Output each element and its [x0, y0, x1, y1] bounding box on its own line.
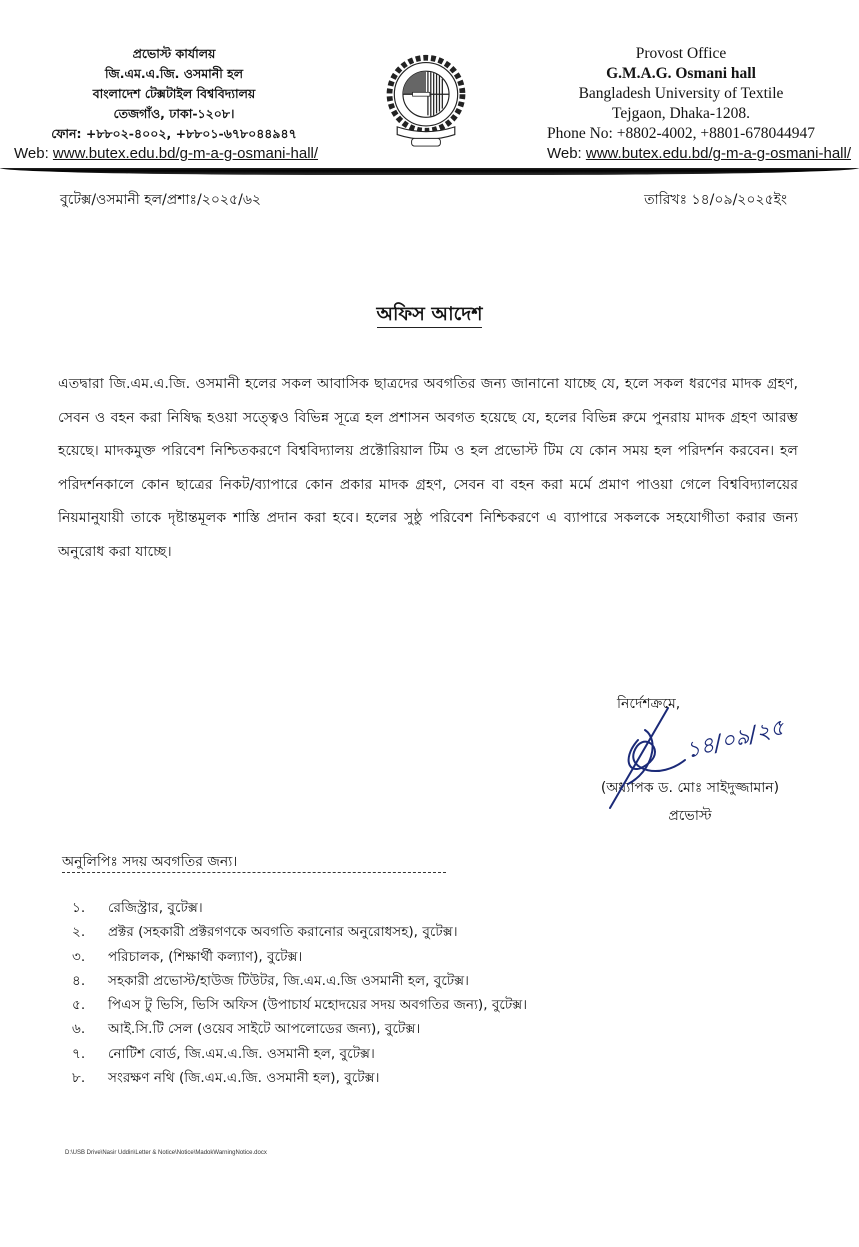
web-link[interactable]: www.butex.edu.bd/g-m-a-g-osmani-hall/	[52, 145, 319, 162]
list-item	[72, 1042, 527, 1066]
item-text: পরিচালক, (শিক্ষার্থী কল্যাণ), বুটেক্স।	[108, 948, 303, 965]
copy-to-list	[72, 896, 527, 1090]
document-title	[0, 300, 859, 332]
item-number: ৬.	[72, 1021, 86, 1038]
list-item	[72, 1017, 527, 1041]
header-english	[511, 44, 851, 164]
list-item	[72, 920, 527, 944]
web-link[interactable]: www.butex.edu.bd/g-m-a-g-osmani-hall/	[585, 145, 851, 162]
list-item	[72, 969, 527, 993]
web-line-bn	[0, 144, 348, 164]
university-name-en: Bangladesh University of Textile	[578, 85, 784, 102]
item-number: ৪.	[72, 972, 86, 989]
web-line-en	[511, 144, 851, 164]
web-label: Web:	[14, 145, 53, 162]
address-bn: তেজগাঁও, ঢাকা-১২০৮।	[113, 106, 235, 121]
item-number: ৫.	[72, 997, 86, 1014]
phone-bn: ফোন: +৮৮০২-৪০০২, +৮৮০১-৬৭৮০৪৪৯৪৭	[51, 126, 297, 141]
item-text: সহকারী প্রভোস্ট/হাউজ টিউটর, জি.এম.এ.জি ওসমানী হল, বুটেক্স।	[108, 972, 470, 989]
signatory-designation: প্রভোস্ট	[668, 808, 712, 824]
item-number: ৮.	[72, 1070, 86, 1087]
web-label: Web:	[546, 145, 586, 162]
list-item	[72, 993, 527, 1017]
item-text: নোটিশ বোর্ড, জি.এম.এ.জি. ওসমানী হল, বুটেক্স।	[108, 1045, 375, 1062]
item-text: রেজিস্ট্রার, বুটেক্স।	[108, 900, 203, 916]
directive-text: নির্দেশক্রমে,	[617, 696, 681, 712]
document-title-text: অফিস আদেশ	[377, 303, 483, 328]
notice-body: এতদ্বারা জি.এম.এ.জি. ওসমানী হলের সকল আবাসিক ছাত্রদের অবগতির জন্য জানানো যাচ্ছে যে, হলে সকল ধরণের মাদক গ্রহণ, সেবন ও বহন করা নিষিদ্ধ হওয়া সত্ত্বেও বিভিন্ন সূত্রে হল প্রশাসন অবগত হয়েছে যে, হলের বিভিন্ন রুমে পুনরায় মাদক গ্রহণ আরম্ভ হয়েছে। মাদকমুক্ত পরিবেশ নিশ্চিতকরণে বিশ্ববিদ্যালয় প্রক্টোরিয়াল টিম ও হল প্রভোস্ট টিম যে কোন সময় হল পরিদর্শন করবেন। হল পরিদর্শনকালে কোন ছাত্রের নিকট/ব্যাপারে কোন প্রকার মাদক গ্রহণ, সেবন বা বহন করা মর্মে প্রমাণ পাওয়া গেলে বিশ্ববিদ্যালয়ের নিয়মানুযায়ী তাকে দৃষ্টান্তমূলক শাস্তি প্রদান করা হবে। হলের সুষ্ঠু পরিবেশ নিশ্চিকরণে এ ব্যাপারে সকলকে সহযোগীতা করার জন্য অনুরোধ করা যাচ্ছে।	[58, 376, 798, 560]
dashed-divider	[62, 872, 446, 873]
copy-to-heading: অনুলিপিঃ সদয় অবগতির জন্য।	[62, 854, 238, 870]
item-text: প্রক্টর (সহকারী প্রক্টরগণকে অবগতি করানোর অনুরোধসহ), বুটেক্স।	[108, 924, 458, 941]
item-text: আই.সি.টি সেল (ওয়েব সাইটে আপলোডের জন্য), বুটেক্স।	[108, 1021, 421, 1038]
item-number: ২.	[72, 924, 86, 941]
address-en: Tejgaon, Dhaka-1208.	[612, 105, 750, 122]
item-number: ১.	[72, 900, 86, 916]
hall-name-en: G.M.A.G. Osmani hall	[606, 65, 756, 82]
item-text: সংরক্ষণ নথি (জি.এম.এ.জি. ওসমানী হল), বুটেক্স।	[108, 1070, 380, 1087]
list-item	[72, 1066, 527, 1090]
file-path-footer: D:\USB Drive\Nasir Uddin\Letter & Notice\Notice\MadokWarningNotice.docx	[65, 1150, 267, 1156]
signature-date: ১৪/০৯/২৫	[683, 715, 788, 764]
header-bangla	[0, 44, 348, 164]
office-name-en: Provost Office	[635, 45, 727, 62]
item-number: ৭.	[72, 1045, 86, 1062]
handwritten-signature-icon	[590, 700, 790, 820]
office-name-bn: প্রভোস্ট কার্যালয়	[132, 46, 216, 61]
list-item	[72, 945, 527, 969]
university-seal-icon	[378, 52, 474, 148]
item-text: পিএস টু ভিসি, ভিসি অফিস (উপাচার্য মহোদয়ের সদয় অবগতির জন্য), বুটেক্স।	[108, 997, 528, 1014]
header-divider	[0, 168, 859, 175]
university-name-bn: বাংলাদেশ টেক্সটাইল বিশ্ববিদ্যালয়	[92, 86, 256, 101]
item-number: ৩.	[72, 948, 86, 965]
signatory-name: (অধ্যাপক ড. মোঃ সাইদুজ্জামান)	[600, 780, 780, 796]
memo-reference: বুটেক্স/ওসমানী হল/প্রশাঃ/২০২৫/৬২	[60, 192, 262, 208]
hall-name-bn: জি.এম.এ.জি. ওসমানী হল	[104, 66, 244, 81]
phone-en: Phone No: +8802-4002, +8801-678044947	[546, 125, 816, 142]
memo-date: তারিখঃ ১৪/০৯/২০২৫ইং	[644, 192, 787, 208]
list-item	[72, 896, 527, 920]
